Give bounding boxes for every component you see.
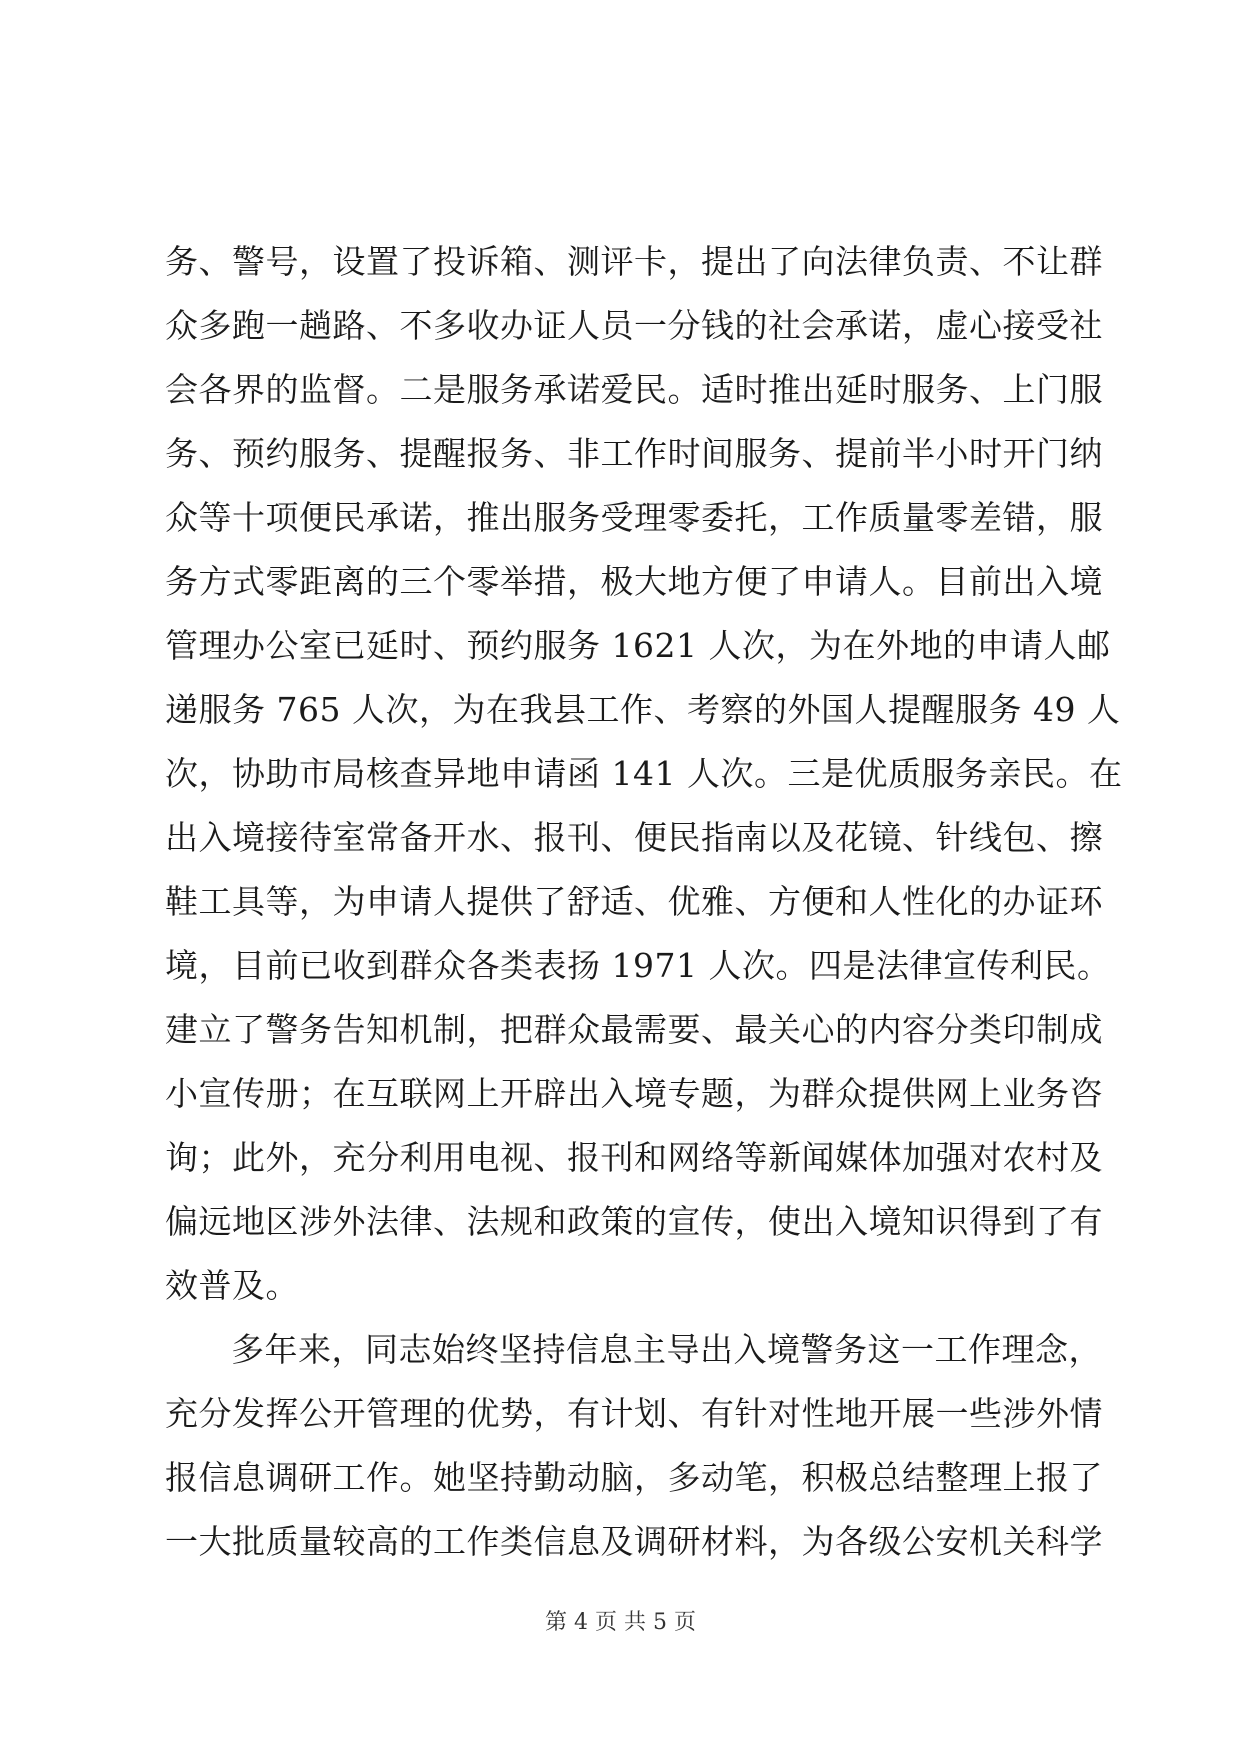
text-line: 偏远地区涉外法律、法规和政策的宣传，使出入境知识得到了有	[165, 1202, 1103, 1241]
text-line: 建立了警务告知机制，把群众最需要、最关心的内容分类印制成	[165, 1010, 1103, 1049]
text-line: 小宣传册；在互联网上开辟出入境专题，为群众提供网上业务咨	[165, 1074, 1103, 1113]
text-line: 众等十项便民承诺，推出服务受理零委托，工作质量零差错，服	[165, 498, 1103, 537]
text-line: 询；此外，充分利用电视、报刊和网络等新闻媒体加强对农村及	[165, 1138, 1103, 1177]
text-line: 报信息调研工作。她坚持勤动脑，多动笔，积极总结整理上报了	[165, 1458, 1103, 1497]
text-line: 效普及。	[165, 1266, 299, 1305]
text-line: 一大批质量较高的工作类信息及调研材料，为各级公安机关科学	[165, 1522, 1103, 1561]
text-line: 管理办公室已延时、预约服务 1621 人次，为在外地的申请人邮	[165, 626, 1111, 665]
paragraph-start-line: 多年来，同志始终坚持信息主导出入境警务这一工作理念，	[231, 1330, 1102, 1369]
page-footer: 第 4 页 共 5 页	[545, 1610, 696, 1635]
text-line: 境，目前已收到群众各类表扬 1971 人次。四是法律宣传利民。	[165, 946, 1111, 985]
text-line: 务、预约服务、提醒报务、非工作时间服务、提前半小时开门纳	[165, 434, 1103, 473]
body-text	[165, 230, 1123, 1574]
text-line: 出入境接待室常备开水、报刊、便民指南以及花镜、针线包、擦	[165, 818, 1103, 857]
text-line: 鞋工具等，为申请人提供了舒适、优雅、方便和人性化的办证环	[165, 882, 1103, 921]
text-line: 务方式零距离的三个零举措，极大地方便了申请人。目前出入境	[165, 562, 1103, 601]
text-line: 众多跑一趟路、不多收办证人员一分钱的社会承诺，虚心接受社	[165, 306, 1103, 345]
text-line: 会各界的监督。二是服务承诺爱民。适时推出延时服务、上门服	[165, 370, 1103, 409]
text-line: 充分发挥公开管理的优势，有计划、有针对性地开展一些涉外情	[165, 1394, 1103, 1433]
text-line: 务、警号，设置了投诉箱、测评卡，提出了向法律负责、不让群	[165, 242, 1103, 281]
text-line: 次，协助市局核查异地申请函 141 人次。三是优质服务亲民。在	[165, 754, 1123, 793]
text-line: 递服务 765 人次，为在我县工作、考察的外国人提醒服务 49 人	[165, 690, 1121, 729]
